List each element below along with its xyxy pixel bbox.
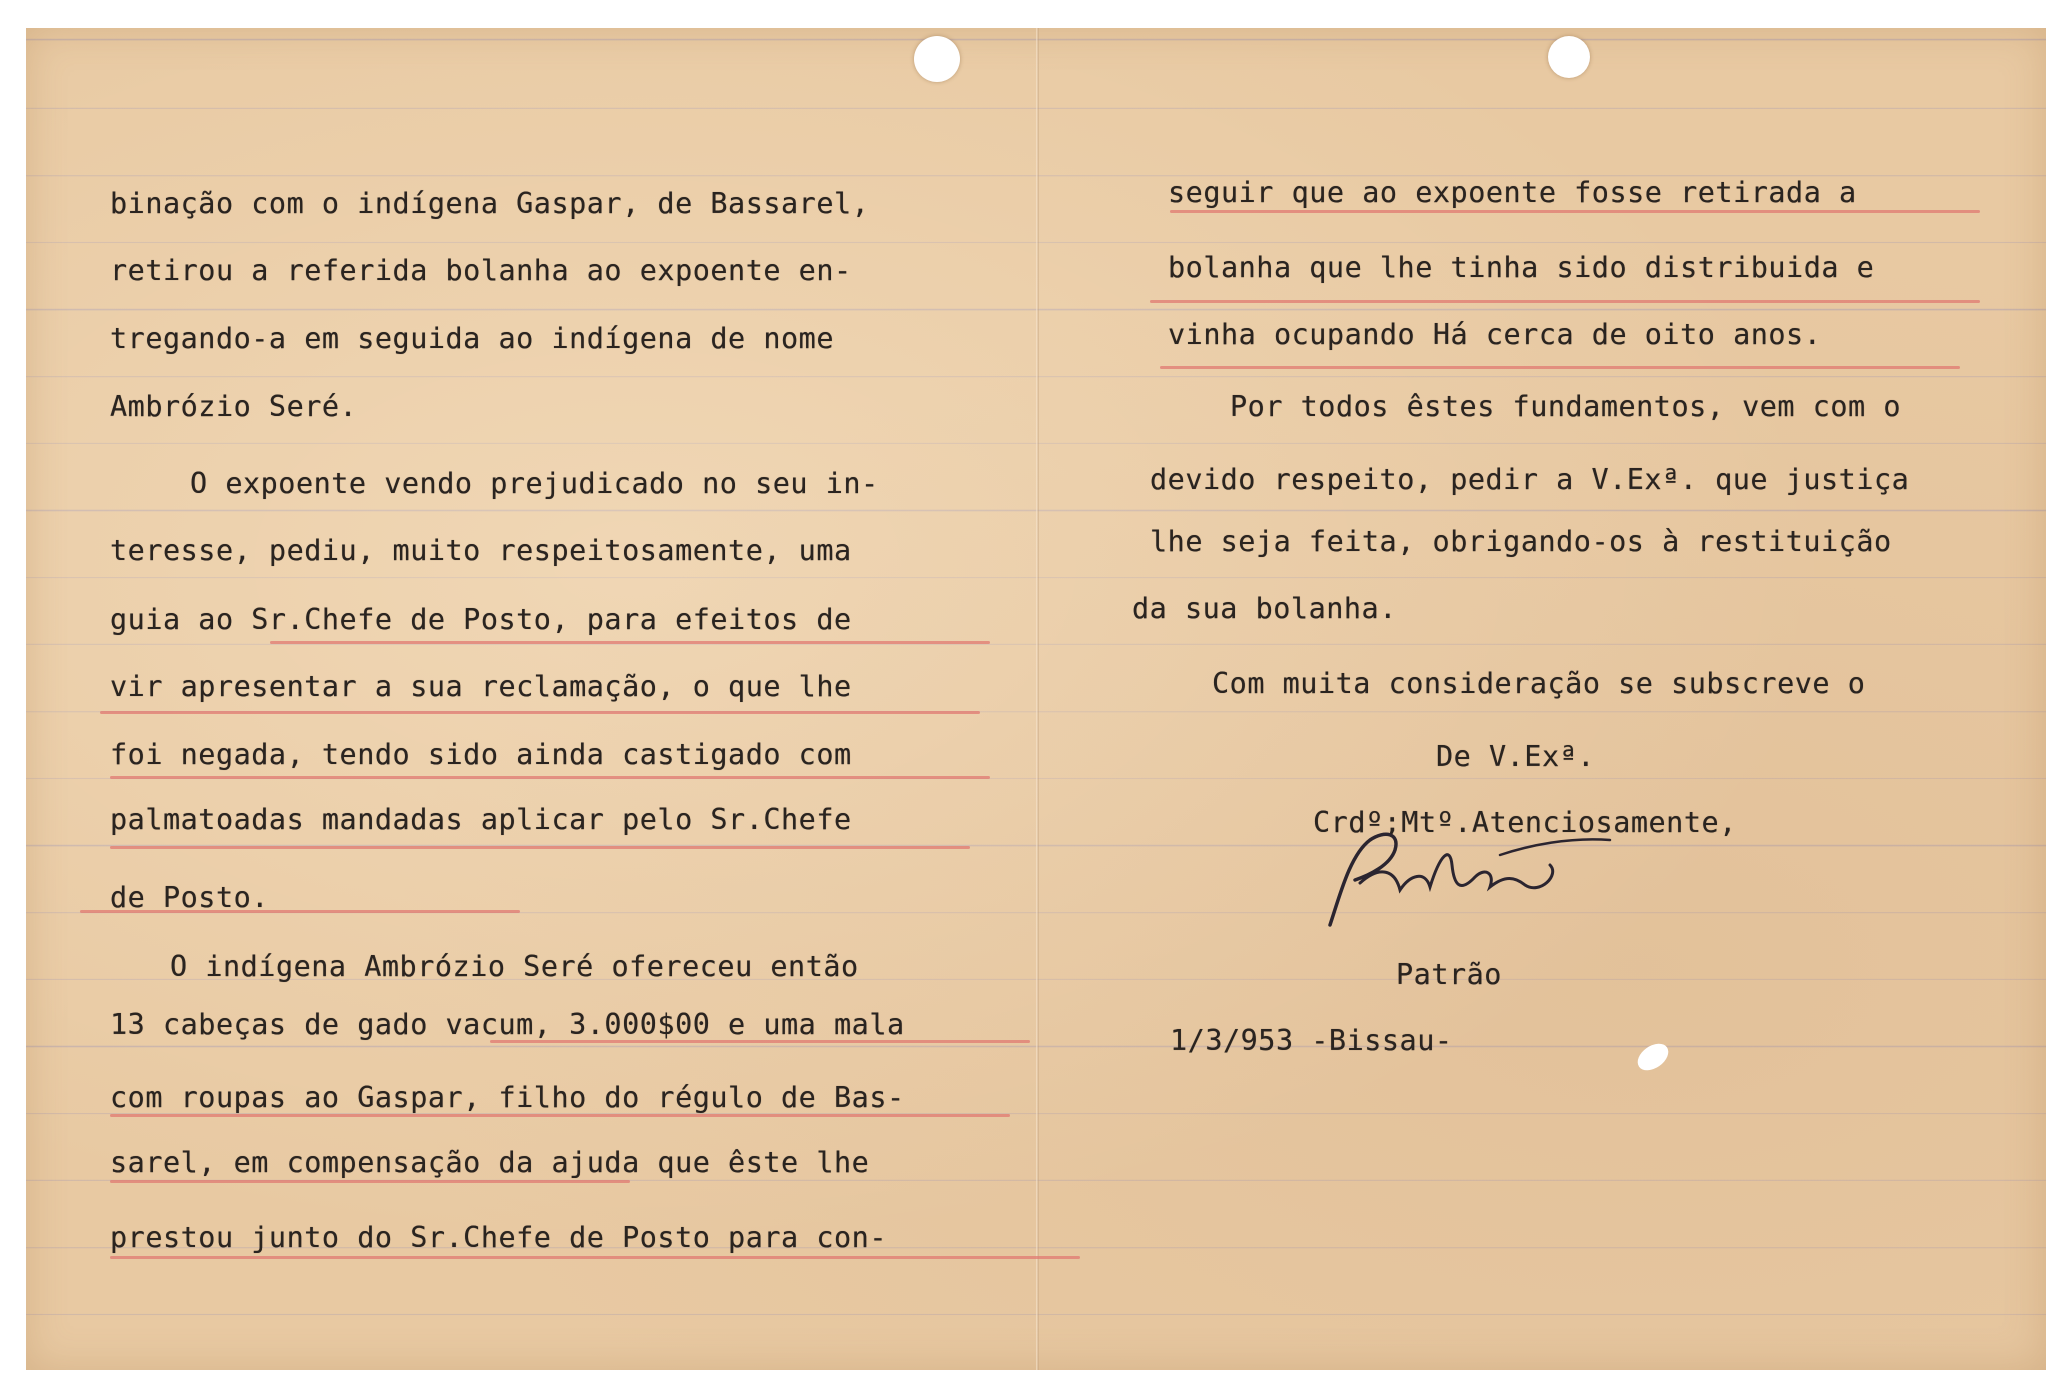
text-line: seguir que ao expoente fosse retirada a [1168,176,1857,209]
text-line: foi negada, tendo sido ainda castigado com [110,738,852,771]
text-line: palmatoadas mandadas aplicar pelo Sr.Chefe [110,803,852,836]
punch-hole-left [914,36,960,82]
text-line: Ambrózio Seré. [110,390,358,423]
text-line: binação com o indígena Gaspar, de Bassarel, [110,187,870,220]
text-line: tregando-a em seguida ao indígena de nome [110,322,834,355]
text-line: teresse, pediu, muito respeitosamente, uma [110,534,852,567]
text-line: O expoente vendo prejudicado no seu in- [190,467,879,500]
page-fold [1036,28,1039,1370]
text-line: devido respeito, pedir a V.Exª. que justiça [1150,463,1910,496]
text-line: O indígena Ambrózio Seré ofereceu então [170,950,859,983]
text-line: Por todos êstes fundamentos, vem com o [1230,390,1902,423]
handwritten-signature [1300,815,1630,935]
text-line: sarel, em compensação da ajuda que êste lhe [110,1146,870,1179]
text-line: prestou junto do Sr.Chefe de Posto para con- [110,1221,887,1254]
text-line: lhe seja feita, obrigando-os à restituição [1150,525,1892,558]
closing-line: De V.Exª. [1436,740,1595,773]
text-line: guia ao Sr.Chefe de Posto, para efeitos de [110,603,852,636]
text-line: vinha ocupando Há cerca de oito anos. [1168,318,1822,351]
signatory-name: Patrão [1396,958,1502,991]
text-line: com roupas ao Gaspar, filho do régulo de Bas- [110,1081,905,1114]
text-line: da sua bolanha. [1132,592,1397,625]
text-line: 13 cabeças de gado vacum, 3.000$00 e uma mala [110,1008,905,1041]
text-line: bolanha que lhe tinha sido distribuida e [1168,251,1875,284]
punch-hole-right [1548,36,1590,78]
text-line: de Posto. [110,881,269,914]
text-line: vir apresentar a sua reclamação, o que lhe [110,670,852,703]
date-place: 1/3/953 -Bissau- [1170,1024,1453,1057]
text-line: retirou a referida bolanha ao expoente en- [110,254,852,287]
closing-line: Crdº;Mtº.Atenciosamente, [1313,806,1737,839]
text-line: Com muita consideração se subscreve o [1212,667,1866,700]
